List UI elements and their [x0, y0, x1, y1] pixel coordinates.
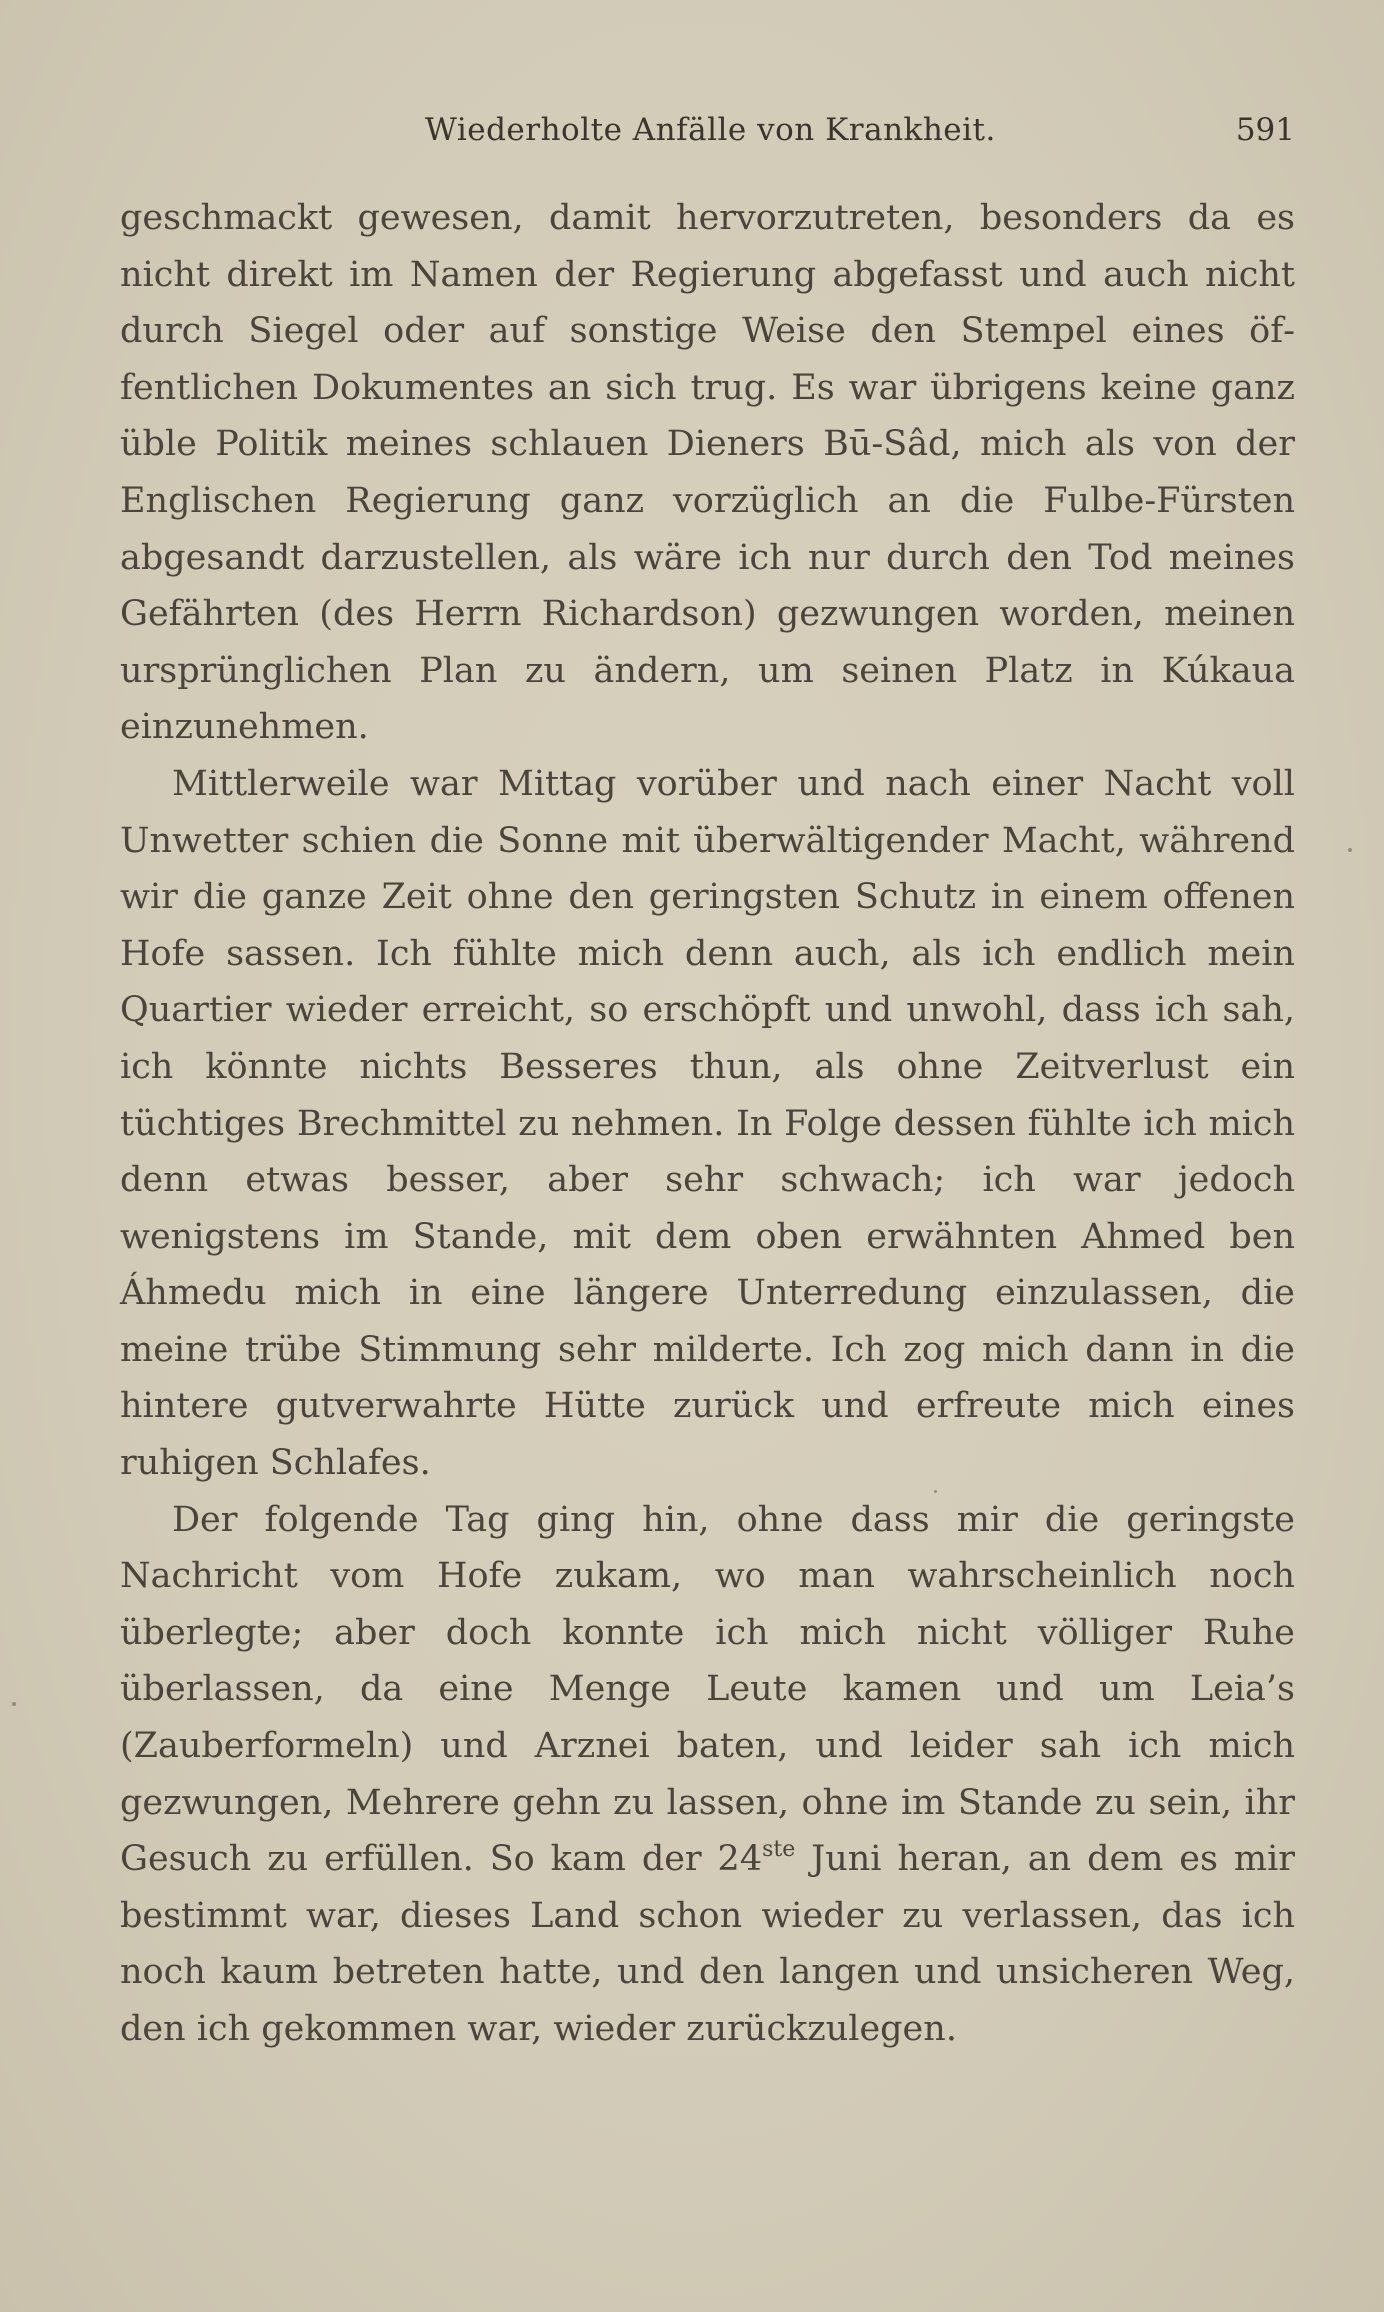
paragraph-1: geschmackt gewesen, damit hervorzutreten, besonders da es nicht direkt im Namen der Regierung abgefasst und auch nicht durch Siegel oder auf sonstige Weise den Stempel eines öffentlichen Dokumentes an sich trug. Es war übrigens keine ganz üble Politik meines schlauen Dieners Bū-Sâd, mich als von der Englischen Regierung ganz vorzüglich an die Fulbe-Fürsten abgesandt darzustellen, als wäre ich nur durch den Tod meines Gefährten (des Herrn Richardson) gezwungen worden, meinen ursprünglichen Plan zu ändern, um seinen Platz in Kúkaua einzunehmen.: [120, 198, 1295, 748]
paragraph-3-text-before: Der folgende Tag ging hin, ohne dass mir die geringste Nachricht vom Hofe zukam, wo man wahrscheinlich noch überlegte; aber doch konnte ich mich nicht völliger Ruhe überlassen, da eine Menge Leute kamen und um Leia’s (Zauberformeln) und Arznei baten, und leider sah ich mich gezwungen, Mehrere gehn zu lassen, ohne im Stande zu sein, ihr Gesuch zu erfüllen. So kam der 24: [120, 1499, 1295, 1880]
paper-speck: [934, 1490, 937, 1493]
paragraph-3: [120, 1492, 1295, 2058]
body-text: [120, 190, 1295, 2058]
paper-speck: [1348, 848, 1352, 852]
running-title: Wiederholte Anfälle von Krankheit.: [425, 112, 996, 148]
paragraph-3-text-after: Juni heran, an dem es mir bestimmt war, dieses Land schon wieder zu verlassen, das ich noch kaum betreten hatte, und den langen und unsicheren Weg, den ich gekommen war, wieder zurückzulegen.: [120, 1839, 1295, 2049]
paragraph-2: Mittlerweile war Mittag vorüber und nach einer Nacht voll Unwetter schien die Sonne mit überwältigender Macht, während wir die ganze Zeit ohne den geringsten Schutz in einem offenen Hofe sassen. Ich fühlte mich denn auch, als ich endlich mein Quartier wieder erreicht, so erschöpft und unwohl, dass ich sah, ich könnte nichts Besseres thun, als ohne Zeitverlust ein tüchtiges Brechmittel zu nehmen. In Folge dessen fühlte ich mich denn etwas besser, aber sehr schwach; ich war jedoch wenigstens im Stande, mit dem oben erwähnten Ahmed ben Áhmedu mich in eine längere Unterredung einzulassen, die meine trübe Stimmung sehr milderte. Ich zog mich dann in die hintere gutverwahrte Hütte zurück und erfreute mich eines ruhigen Schlafes.: [120, 763, 1295, 1484]
ordinal-superscript: ste: [762, 1836, 796, 1862]
running-head: [120, 112, 1295, 160]
paper-speck: [12, 1702, 16, 1706]
page-number: 591: [1235, 112, 1295, 148]
